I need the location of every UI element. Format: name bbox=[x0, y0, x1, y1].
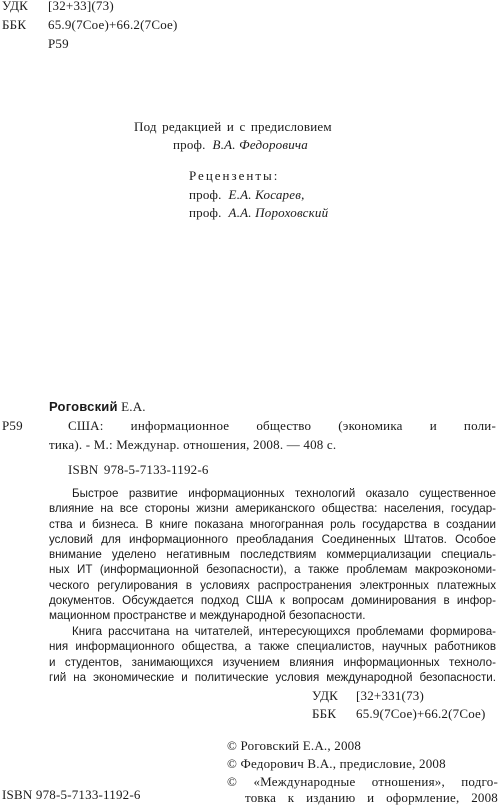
bib-author-initials: Е.А. bbox=[121, 399, 146, 414]
editor-name: В.А. Федоровича bbox=[212, 137, 309, 152]
reviewer-1-prefix: проф. bbox=[189, 187, 222, 202]
annotation-p1-line: внимание уделено негативным последствиям коммерциализации специаль- bbox=[49, 548, 496, 562]
annotation-p2-line: Книга рассчитана на читателей, интересующихся проблемами формирова- bbox=[72, 625, 496, 638]
reviewer-1-name: Е.А. Косарев, bbox=[228, 187, 305, 202]
annotation-p1-line: условий для информационного преобладания Соединенных Штатов. Особое bbox=[49, 532, 496, 546]
bib-title-line-1-text: США: информационное общество (экономика и поли- bbox=[68, 418, 496, 433]
editor-line: Под редакцией и с предисловием bbox=[134, 119, 332, 134]
reviewer-1 bbox=[189, 187, 305, 203]
copyright-publisher-line-2 bbox=[245, 790, 498, 806]
reviewers-title: Рецензенты: bbox=[189, 168, 280, 183]
bib-author-surname: Роговский bbox=[49, 399, 118, 414]
annotation-paragraph-2 bbox=[49, 624, 496, 685]
udk-bottom-label: УДК bbox=[312, 688, 339, 703]
annotation-p2-line: гий на экономические и политические условия международной безопасности. bbox=[49, 670, 496, 684]
annotation-p1-line: документов. Обсуждается подход США к вопросам доминирования в инфор- bbox=[49, 594, 496, 608]
annotation-p2-line: ния информационного общества, а также специалистов, научных работников bbox=[49, 640, 496, 654]
copyright-isbn: ISBN 978-5-7133-1192-6 bbox=[2, 787, 141, 802]
bbk-bottom-value: 65.9(7Сое)+66.2(7Сое) bbox=[356, 706, 486, 721]
bib-title-line-2: тика). - М.: Междунар. отношения, 2008. — 408 с. bbox=[49, 437, 337, 452]
bib-author bbox=[49, 399, 146, 415]
bbk-value: 65.9(7Сое)+66.2(7Сое) bbox=[48, 17, 178, 32]
annotation-p1-line: ства и бизнеса. В книге показана многогранная роль государства в создании bbox=[49, 517, 496, 531]
copyright-publisher-line-2-text: товка к изданию и оформление, 2008 bbox=[245, 790, 498, 805]
bbk-label: ББК bbox=[2, 17, 27, 32]
editor-credit bbox=[173, 137, 308, 153]
editor-prefix: проф. bbox=[173, 137, 206, 152]
copyright-publisher-line-1 bbox=[227, 774, 498, 790]
author-mark: Р59 bbox=[48, 36, 69, 51]
bib-title-line-1 bbox=[68, 418, 496, 434]
annotation-p1-line: влияние на все стороны жизни американского общества: населения, государ- bbox=[49, 502, 496, 516]
reviewer-2-prefix: проф. bbox=[189, 205, 222, 220]
copyright-editor: © Федорович В.А., предисловие, 2008 bbox=[227, 756, 446, 771]
bib-side-mark: Р59 bbox=[2, 418, 23, 433]
annotation-p1-line: ных ИТ (информационной безопасности), а также проблемам макроэкономи- bbox=[49, 563, 496, 577]
reviewer-2 bbox=[189, 205, 328, 221]
bib-isbn: ISBN 978-5-7133-1192-6 bbox=[68, 462, 209, 477]
annotation-p2-line: и студентов, занимающихся изучением влияния информационных техноло- bbox=[49, 655, 496, 669]
bbk-bottom-label: ББК bbox=[312, 706, 337, 721]
reviewer-2-name: А.А. Пороховский bbox=[228, 205, 329, 220]
annotation-paragraph-1 bbox=[49, 486, 496, 624]
annotation-p1-line: мационном пространстве и международной безопасности. bbox=[49, 609, 366, 623]
annotation-p1-line: Быстрое развитие информационных технологий оказало существенное bbox=[72, 487, 496, 500]
udk-label: УДК bbox=[2, 0, 29, 13]
annotation-p1-line: ческого регулирования в условиях распространения электронных платежных bbox=[49, 578, 496, 592]
udk-value: [32+33](73) bbox=[48, 0, 114, 13]
copyright-publisher-line-1-text: © «Международные отношения», подго- bbox=[227, 774, 498, 789]
udk-bottom-value: [32+331(73) bbox=[356, 688, 425, 703]
copyright-author: © Роговский Е.А., 2008 bbox=[227, 738, 362, 753]
